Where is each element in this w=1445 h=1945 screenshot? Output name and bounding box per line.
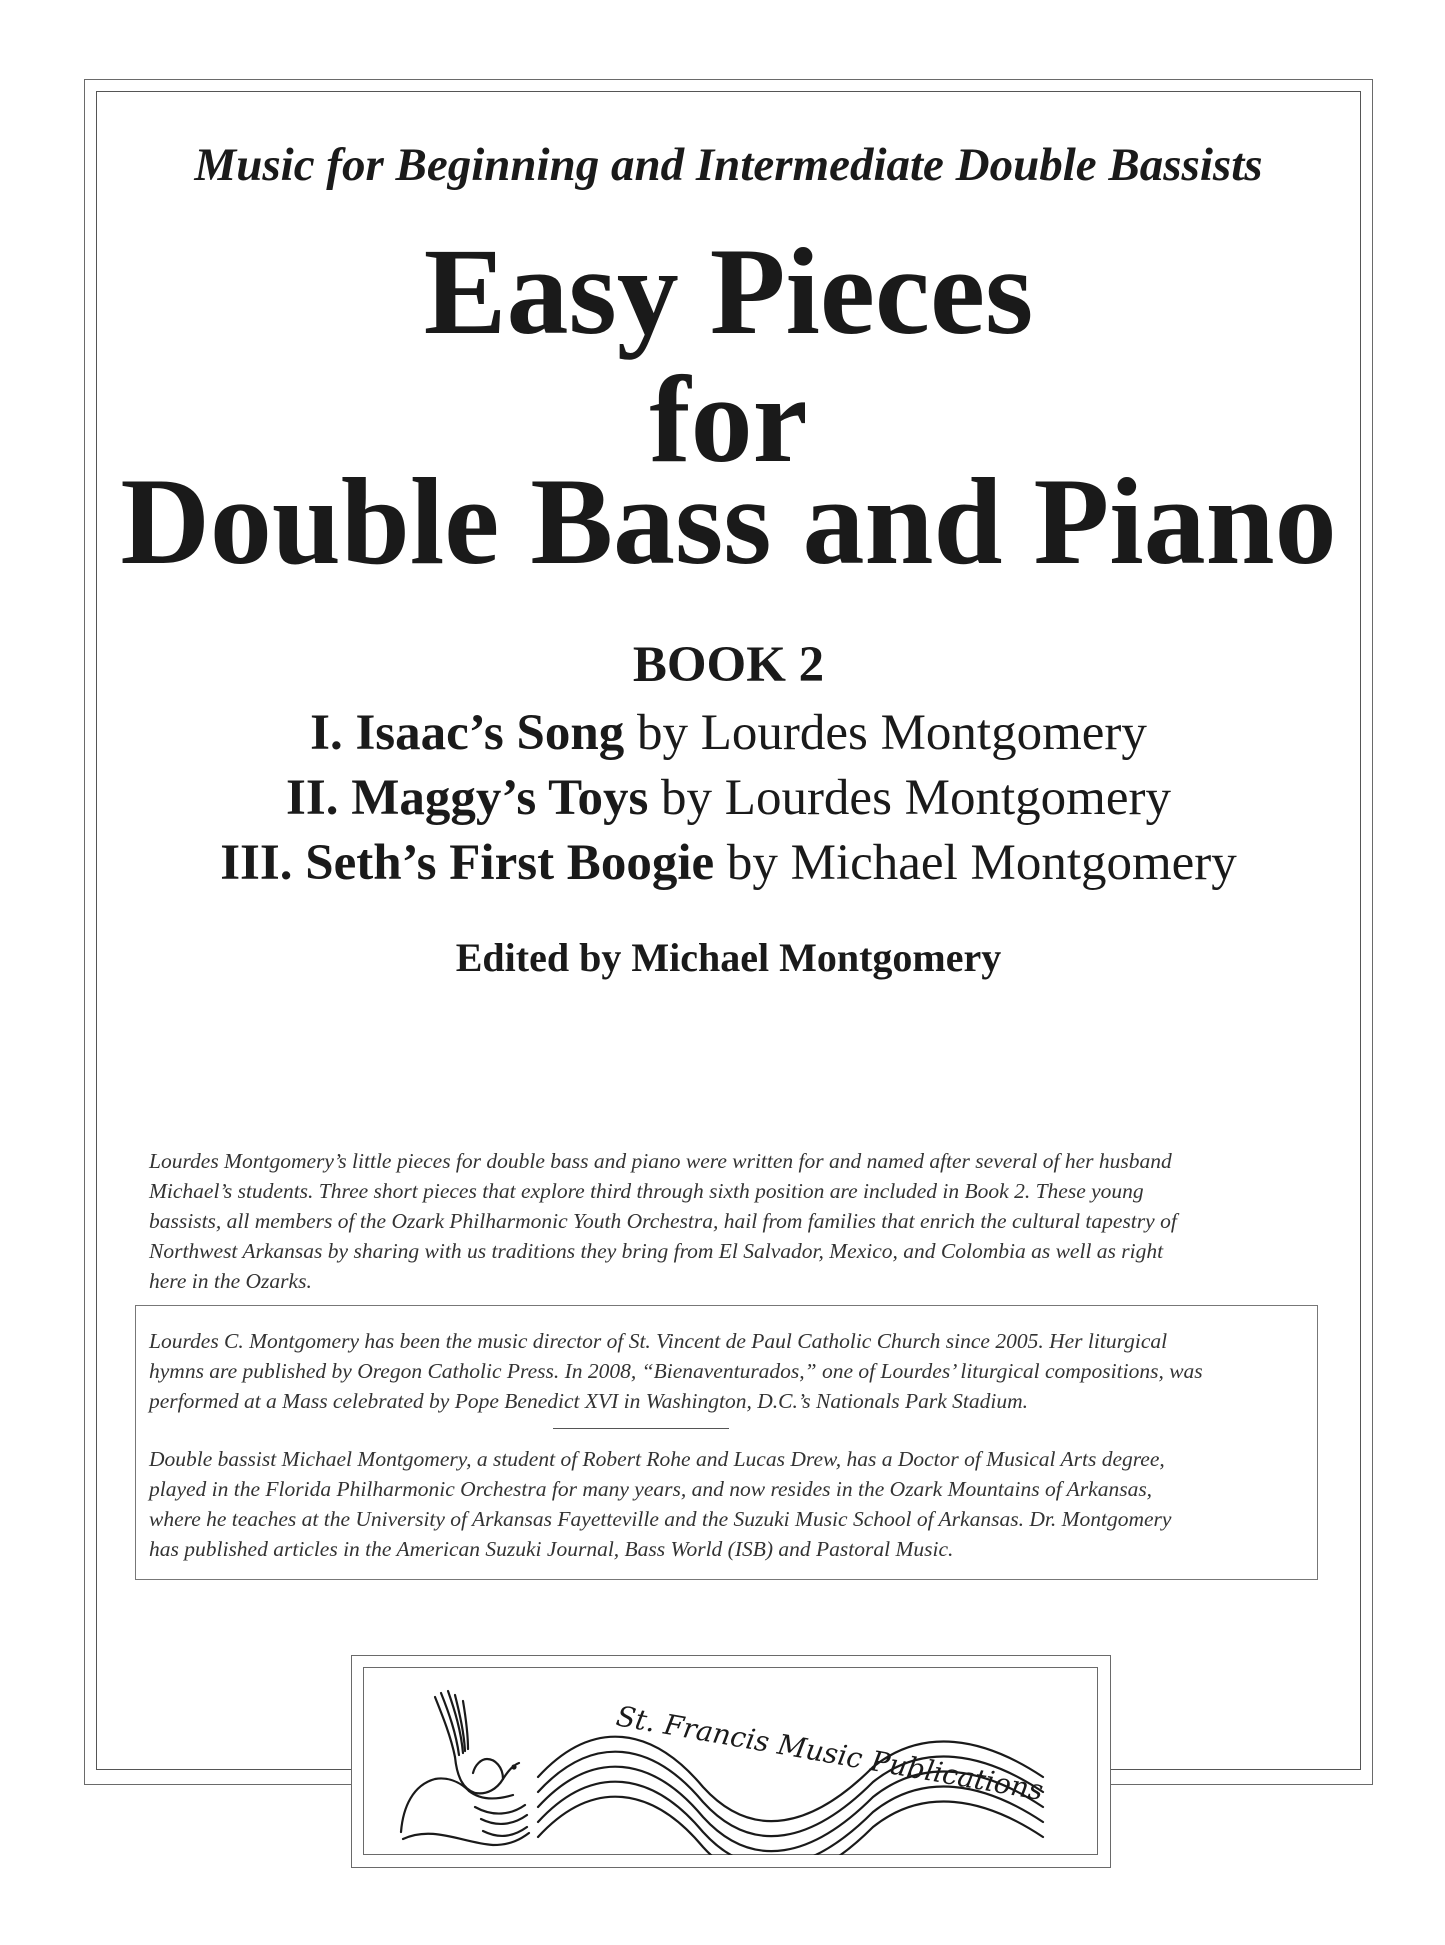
intro-line: here in the Ozarks. — [149, 1269, 312, 1293]
intro-line: bassists, all members of the Ozark Philharmonic Youth Orchestra, hail from families that enrich the cultural tapestry of — [149, 1209, 1177, 1233]
piece-entry — [96, 705, 1361, 761]
bio-line: Double bassist Michael Montgomery, a student of Robert Rohe and Lucas Drew, has a Doctor of Musical Arts degree, — [149, 1447, 1165, 1471]
bio-line: Lourdes C. Montgomery has been the music director of St. Vincent de Paul Catholic Church since 2005. Her liturgical — [149, 1329, 1168, 1353]
bio-line: hymns are published by Oregon Catholic Press. In 2008, “Bienaventurados,” one of Lourdes’ liturgical compositions, was — [149, 1359, 1203, 1383]
piece-composer: by Michael Montgomery — [714, 835, 1237, 891]
series-subtitle: Music for Beginning and Intermediate Double Bassists — [194, 139, 1263, 191]
piece-entry — [96, 770, 1361, 826]
publisher-name: St. Francis Music Publications — [613, 1699, 1046, 1808]
title-line-3: Double Bass and Piano — [120, 453, 1337, 590]
piece-title: I. Isaac’s Song — [310, 705, 625, 761]
bio-michael — [149, 1444, 1309, 1564]
book-number: BOOK 2 — [632, 637, 825, 693]
bio-line: played in the Florida Philharmonic Orchestra for many years, and now resides in the Ozark Mountains of Arkansas, — [149, 1477, 1153, 1501]
intro-line: Michael’s students. Three short pieces that explore third through sixth position are included in Book 2. These young — [149, 1179, 1144, 1203]
bio-lourdes — [149, 1326, 1309, 1416]
piece-entry — [96, 835, 1361, 891]
title-line-2: for — [649, 351, 808, 488]
piece-title: III. Seth’s First Boogie — [220, 835, 715, 891]
bio-line: where he teaches at the University of Arkansas Fayetteville and the Suzuki Music School of Arkansas. Dr. Montgomery — [149, 1507, 1172, 1531]
intro-paragraph — [149, 1146, 1319, 1296]
intro-line: Lourdes Montgomery’s little pieces for double bass and piano were written for and named after several of her husband — [149, 1149, 1172, 1173]
bio-line: performed at a Mass celebrated by Pope Benedict XVI in Washington, D.C.’s Nationals Park Stadium. — [149, 1389, 1029, 1413]
bio-line: has published articles in the American Suzuki Journal, Bass World (ISB) and Pastoral Music. — [149, 1537, 954, 1561]
piece-composer: by Lourdes Montgomery — [648, 770, 1171, 826]
piece-composer: by Lourdes Montgomery — [624, 705, 1147, 761]
dove-over-staff-icon — [363, 1667, 1098, 1855]
title-line-1: Easy Pieces — [423, 223, 1034, 360]
bio-divider — [553, 1428, 729, 1429]
editor-credit: Edited by Michael Montgomery — [455, 935, 1002, 980]
intro-line: Northwest Arkansas by sharing with us traditions they bring from El Salvador, Mexico, and Colombia as well as right — [149, 1239, 1164, 1263]
piece-title: II. Maggy’s Toys — [286, 770, 649, 826]
